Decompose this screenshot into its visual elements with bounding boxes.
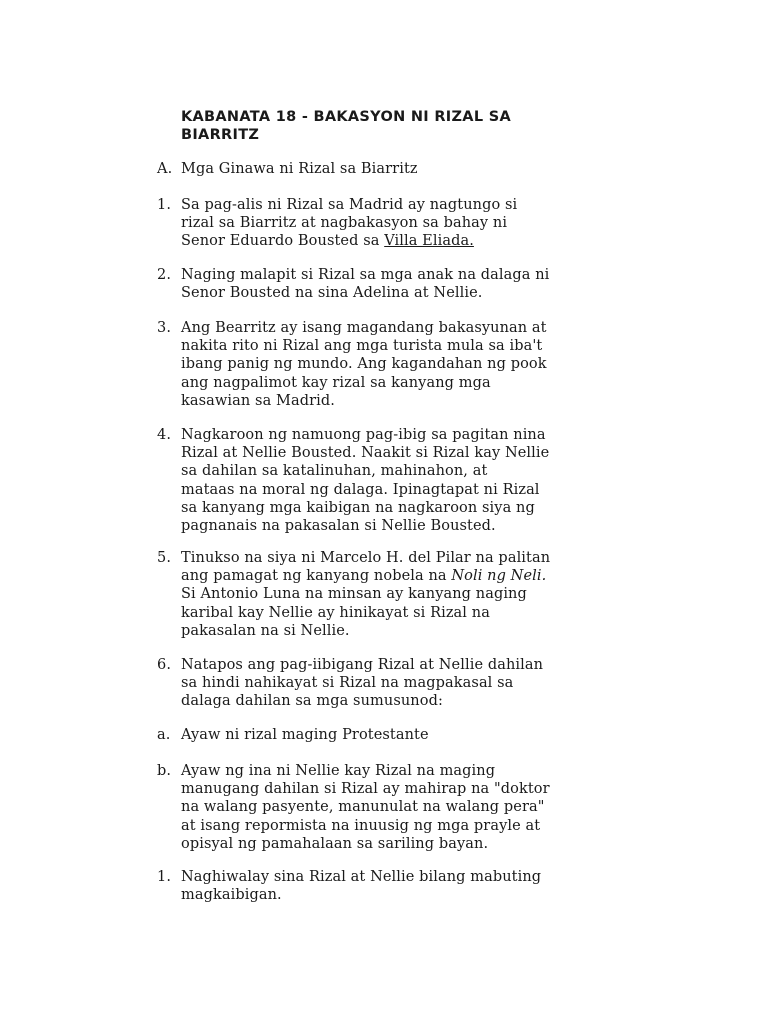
item-text-line <box>181 567 577 585</box>
item-text-line: Naghiwalay sina Rizal at Nellie bilang mabuting <box>181 869 542 885</box>
item-text-line: ang nagpalimot kay rizal sa kanyang mga <box>181 374 491 391</box>
list-item-3 <box>157 319 577 410</box>
item-text-line: magkaibigan. <box>181 887 282 904</box>
chapter-title-line-1: KABANATA 18 - BAKASYON NI RIZAL SA <box>181 109 511 125</box>
item-text-line: Senor Bousted na sina Adelina at Nellie. <box>181 285 483 302</box>
item-text-line: Ayaw ni rizal maging Protestante <box>181 727 429 743</box>
villa-eliada-underlined: Villa Eliada. <box>384 233 474 250</box>
section-heading-text: Mga Ginawa ni Rizal sa Biarritz <box>181 161 418 177</box>
item-text-line: pagnanais na pakasalan si Nellie Bousted. <box>181 518 496 535</box>
list-marker: 1. <box>157 869 172 885</box>
list-item-2 <box>157 266 577 302</box>
sub-item-a <box>157 726 577 744</box>
item-text-line: sa dahilan sa katalinuhan, mahinahon, at <box>181 463 488 480</box>
list-item-5 <box>157 549 577 640</box>
item-text-line: mataas na moral ng dalaga. Ipinagtapat ni Rizal <box>181 481 540 498</box>
item-text-line: na walang pasyente, manunulat na walang pera" <box>181 799 545 816</box>
list-marker: 5. <box>157 550 172 566</box>
item-text-line: opisyal ng pamahalaan sa sariling bayan. <box>181 835 489 852</box>
item-text-line: nakita rito ni Rizal ang mga turista mula sa iba't <box>181 338 543 355</box>
chapter-title <box>181 108 541 144</box>
list-item-4 <box>157 426 577 535</box>
item-text-line: ibang panig ng mundo. Ang kagandahan ng pook <box>181 356 547 373</box>
item-text-line: pakasalan na si Nellie. <box>181 622 350 639</box>
item-text-line: kasawian sa Madrid. <box>181 392 335 409</box>
item-text-line: sa kanyang mga kaibigan na nagkaroon siya ng <box>181 499 535 516</box>
section-marker: A. <box>157 161 173 177</box>
section-a-heading <box>157 160 577 178</box>
item-text-line: Si Antonio Luna na minsan ay kanyang naging <box>181 586 527 603</box>
item-text-line: karibal kay Nellie ay hinikayat si Rizal na <box>181 604 490 621</box>
list-marker: 6. <box>157 657 172 673</box>
item-text-line: Ang Bearritz ay isang magandang bakasyunan at <box>181 320 547 336</box>
item-text-line: Natapos ang pag-iibigang Rizal at Nellie dahilan <box>181 657 544 673</box>
item-text-line: Nagkaroon ng namuong pag-ibig sa pagitan nina <box>181 427 546 443</box>
item-text-fragment: Senor Eduardo Bousted sa <box>181 233 385 250</box>
sub-item-b <box>157 762 577 853</box>
item-text-fragment: ang pamagat ng kanyang nobela na <box>181 568 452 585</box>
item-text-line: Naging malapit si Rizal sa mga anak na dalaga ni <box>181 267 550 283</box>
novel-title-italic: Noli ng Neli. <box>451 568 547 585</box>
list-marker: 4. <box>157 427 172 443</box>
sub-list-marker: a. <box>157 727 171 743</box>
sub-list-marker: b. <box>157 763 172 779</box>
item-text-line: at isang repormista na inuusig ng mga prayle at <box>181 817 541 834</box>
item-text-line: Ayaw ng ina ni Nellie kay Rizal na maging <box>181 763 496 779</box>
item-text-line: Sa pag-alis ni Rizal sa Madrid ay nagtungo si <box>181 197 518 213</box>
chapter-title-line-2: BIARRITZ <box>181 127 260 143</box>
item-text-line: rizal sa Biarritz at nagbakasyon sa bahay ni <box>181 215 508 232</box>
list-marker: 2. <box>157 267 172 283</box>
item-text-line: manugang dahilan si Rizal ay mahirap na "doktor <box>181 781 550 798</box>
list-item-6 <box>157 656 577 711</box>
item-text-line: Rizal at Nellie Bousted. Naakit si Rizal kay Nellie <box>181 445 550 462</box>
item-text-line: dalaga dahilan sa mga sumusunod: <box>181 693 443 710</box>
item-text-line: Tinukso na siya ni Marcelo H. del Pilar na palitan <box>181 550 551 566</box>
item-text-line: sa hindi nahikayat si Rizal na magpakasal sa <box>181 675 514 692</box>
list-item-final <box>157 868 577 904</box>
list-marker: 1. <box>157 197 172 213</box>
list-marker: 3. <box>157 320 172 336</box>
list-item-1 <box>157 196 577 251</box>
item-text-line <box>181 232 577 250</box>
